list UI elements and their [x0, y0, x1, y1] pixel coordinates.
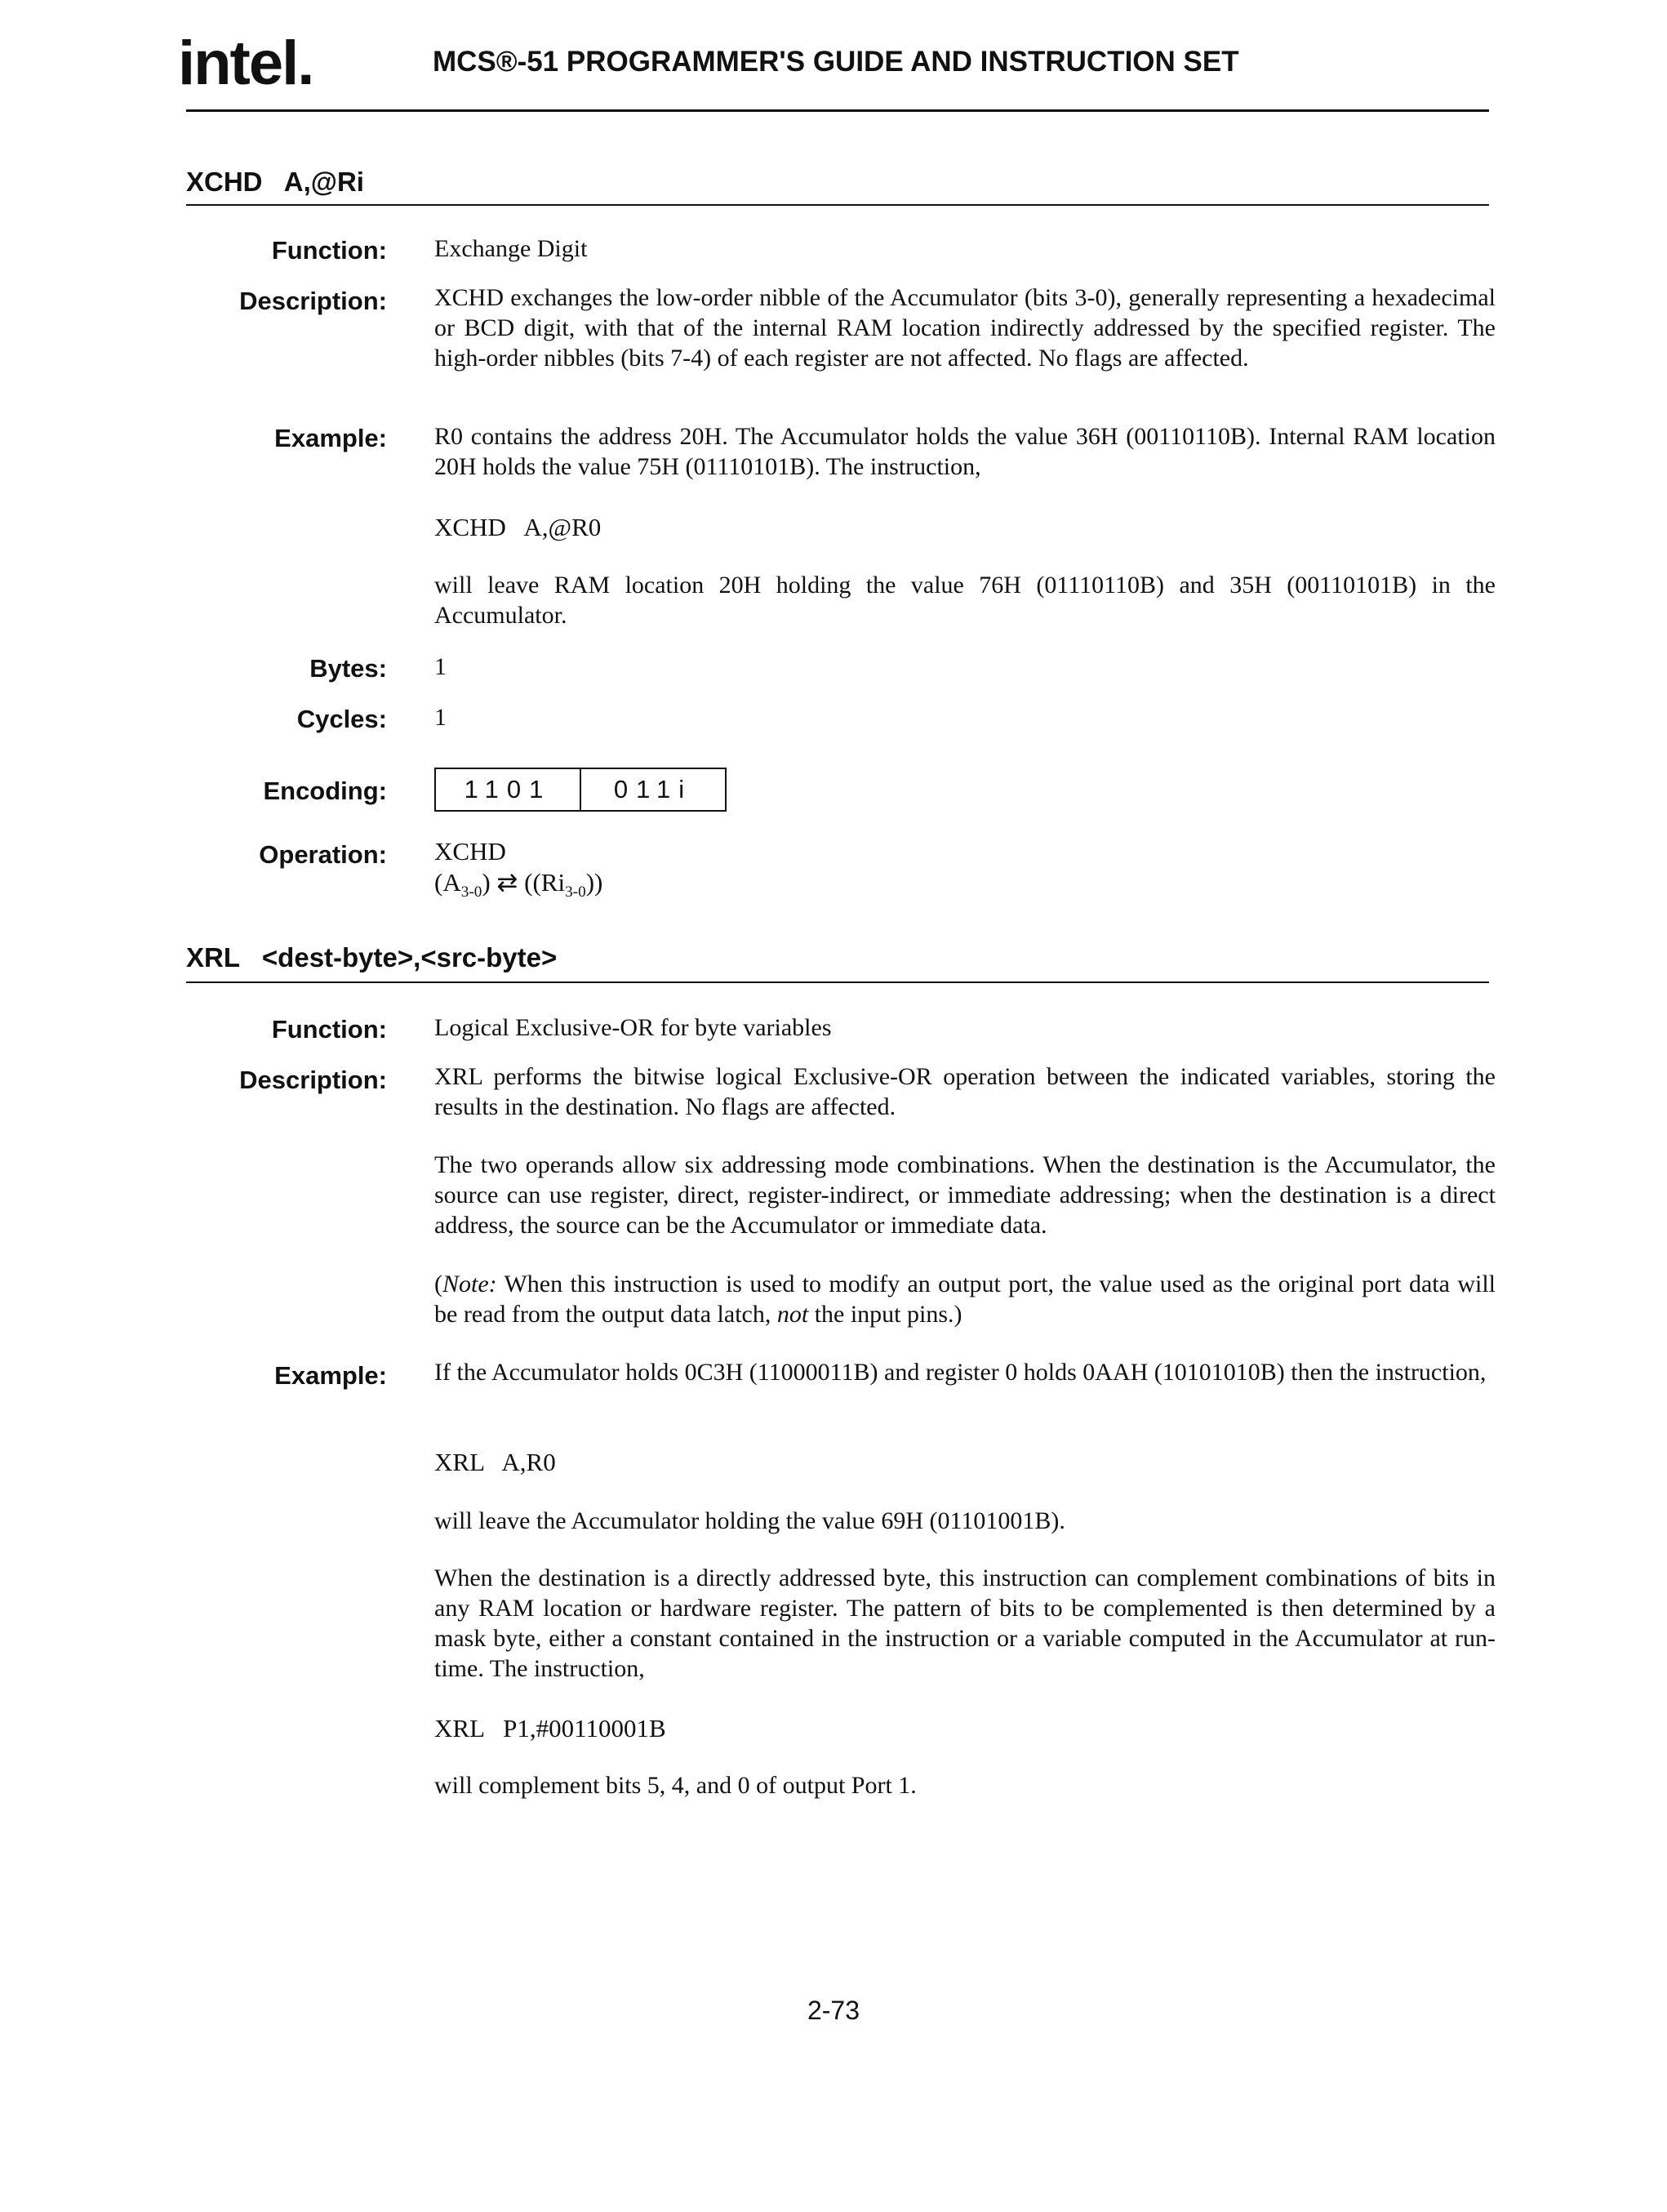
note-text-1: When this instruction is used to modify an output port, the value used as the original port data will be read from the output data latch,	[434, 1271, 1496, 1328]
xchd-encoding-box	[434, 768, 727, 812]
xrl-description-2: The two operands allow six addressing mode combinations. When the destination is the Accumulator, the source can use register, direct, register-indirect, or immediate addressing; when the destination is a direct address, the source can be the Accumulator or immediate data.	[434, 1151, 1496, 1239]
xchd-description-label: Description:	[239, 287, 387, 315]
xrl-example-code-1: XRL A,R0	[434, 1448, 556, 1476]
xchd-function-label: Function:	[271, 236, 387, 265]
xchd-cycles: 1	[434, 704, 447, 731]
xrl-function-label: Function:	[271, 1015, 387, 1044]
xrl-function: Logical Exclusive-OR for byte variables	[434, 1014, 832, 1041]
xchd-encoding-label: Encoding:	[263, 777, 387, 805]
xchd-example-code: XCHD A,@R0	[434, 513, 602, 541]
xchd-rule	[186, 204, 1489, 206]
note-prefix: (	[434, 1271, 442, 1297]
xchd-operation-label: Operation:	[259, 840, 387, 869]
xrl-rule	[186, 981, 1489, 983]
op-rhs-close: ))	[585, 868, 603, 897]
xrl-example-result-1: will leave the Accumulator holding the value 69H (01101001B).	[434, 1507, 1065, 1534]
op-lhs-close: )	[482, 868, 491, 897]
xrl-example-result-2: will complement bits 5, 4, and 0 of output Port 1.	[434, 1772, 917, 1799]
xchd-description: XCHD exchanges the low-order nibble of the Accumulator (bits 3-0), generally representing a hexadecimal or BCD digit, with that of the internal RAM location indirectly addressed by the specified register. The high-order nibbles (bits 7-4) of each register are not affected. No flags are affected.	[434, 284, 1496, 372]
xrl-example-label: Example:	[274, 1361, 387, 1390]
xchd-function: Exchange Digit	[434, 235, 588, 262]
exchange-arrow-icon: ⇄	[496, 868, 518, 897]
op-lhs: (A	[434, 868, 461, 897]
xchd-operation-mnemonic: XCHD	[434, 837, 506, 866]
op-rhs-sub: 3-0	[565, 883, 586, 901]
xchd-cycles-label: Cycles:	[296, 705, 387, 733]
xchd-example-result: will leave RAM location 20H holding the value 76H (01110110B) and 35H (00110101B) in the Accumulator.	[434, 572, 1496, 629]
xrl-example-code-2: XRL P1,#00110001B	[434, 1714, 666, 1742]
xrl-heading: XRL <dest-byte>,<src-byte>	[186, 942, 558, 972]
page-number: 2-73	[807, 1996, 860, 2025]
encoding-high-nibble: 1101	[464, 775, 552, 803]
op-rhs: ((Ri	[524, 868, 566, 897]
xchd-bytes: 1	[434, 653, 447, 680]
xchd-bytes-label: Bytes:	[309, 654, 387, 683]
note-label: Note:	[442, 1271, 497, 1297]
xrl-example-intro: If the Accumulator holds 0C3H (11000011B) and register 0 holds 0AAH (10101010B) then the instruction,	[434, 1359, 1487, 1386]
xchd-operation-expression	[434, 867, 602, 901]
encoding-low-nibble: 011i	[580, 769, 725, 810]
xrl-description-label: Description:	[239, 1066, 387, 1094]
xchd-example-intro: R0 contains the address 20H. The Accumulator holds the value 36H (00110110B). Internal RAM location 20H holds the value 75H (01110101B). The instruction,	[434, 423, 1496, 480]
op-lhs-sub: 3-0	[460, 883, 482, 901]
xchd-example-label: Example:	[274, 424, 387, 452]
xrl-example-para-2: When the destination is a directly addressed byte, this instruction can complement combinations of bits in any RAM location or hardware register. The pattern of bits to be complemented is then determined by a mask byte, either a constant contained in the instruction or a variable computed in the Accumulator at run-time. The instruction,	[434, 1564, 1496, 1682]
note-text-2: the input pins.)	[808, 1301, 962, 1328]
header-rule	[186, 109, 1489, 112]
document-title: MCS®-51 PROGRAMMER'S GUIDE AND INSTRUCTION SET	[433, 46, 1239, 78]
xchd-heading: XCHD A,@Ri	[186, 167, 364, 197]
xrl-description-1: XRL performs the bitwise logical Exclusive-OR operation between the indicated variables, storing the results in the destination. No flags are affected.	[434, 1063, 1496, 1120]
intel-logo: intel.	[178, 29, 313, 98]
xrl-note	[434, 1269, 1496, 1329]
note-not: not	[776, 1301, 809, 1328]
